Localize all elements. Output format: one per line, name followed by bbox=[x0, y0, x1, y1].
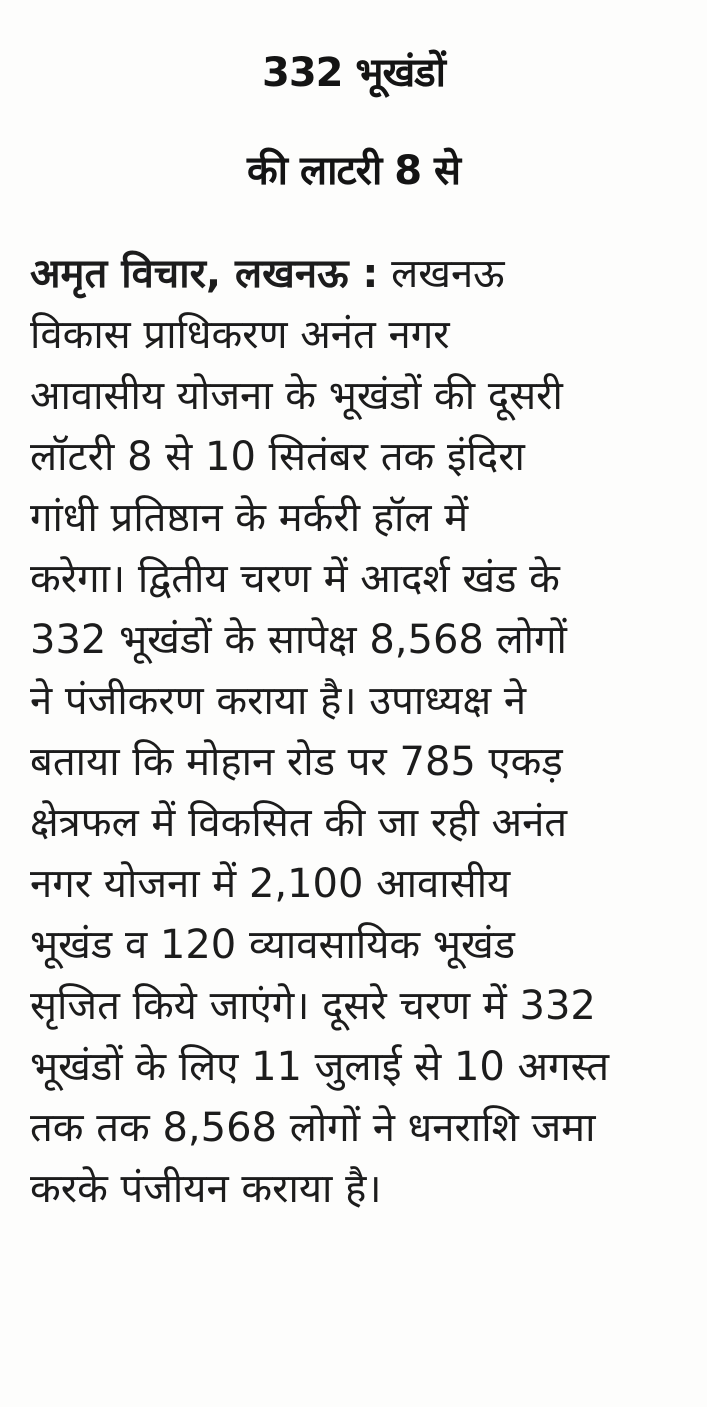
article-line: नगर योजना में 2,100 आवासीय bbox=[30, 861, 511, 907]
article-line: विकास प्राधिकरण अनंत नगर bbox=[30, 312, 450, 358]
headline-line-2: की लाटरी 8 से bbox=[246, 148, 461, 194]
article-line: ने पंजीकरण कराया है। उपाध्यक्ष ने bbox=[30, 678, 527, 724]
article-line: भूखंड व 120 व्यावसायिक भूखंड bbox=[30, 922, 516, 968]
article-line: तक तक 8,568 लोगों ने धनराशि जमा bbox=[30, 1105, 596, 1151]
article-line: करके पंजीयन कराया है। bbox=[30, 1166, 382, 1212]
article-line: क्षेत्रफल में विकसित की जा रही अनंत bbox=[30, 800, 568, 846]
article-line: आवासीय योजना के भूखंडों की दूसरी bbox=[30, 373, 563, 419]
article-line: लॉटरी 8 से 10 सितंबर तक इंदिरा bbox=[30, 434, 525, 480]
article-line: 332 भूखंडों के सापेक्ष 8,568 लोगों bbox=[30, 617, 567, 663]
article-line: सृजित किये जाएंगे। दूसरे चरण में 332 bbox=[30, 983, 596, 1029]
headline-line-1: 332 भूखंडों bbox=[261, 50, 446, 96]
article-line-text: लखनऊ bbox=[391, 251, 505, 297]
dateline: अमृत विचार, लखनऊ : bbox=[30, 251, 379, 297]
article-line: भूखंडों के लिए 11 जुलाई से 10 अगस्त bbox=[30, 1044, 610, 1090]
article-line: बताया कि मोहान रोड पर 785 एकड़ bbox=[30, 739, 563, 785]
article-line: करेगा। द्वितीय चरण में आदर्श खंड के bbox=[30, 556, 560, 602]
article-line: गांधी प्रतिष्ठान के मर्करी हॉल में bbox=[30, 495, 469, 541]
article-line bbox=[30, 244, 505, 305]
